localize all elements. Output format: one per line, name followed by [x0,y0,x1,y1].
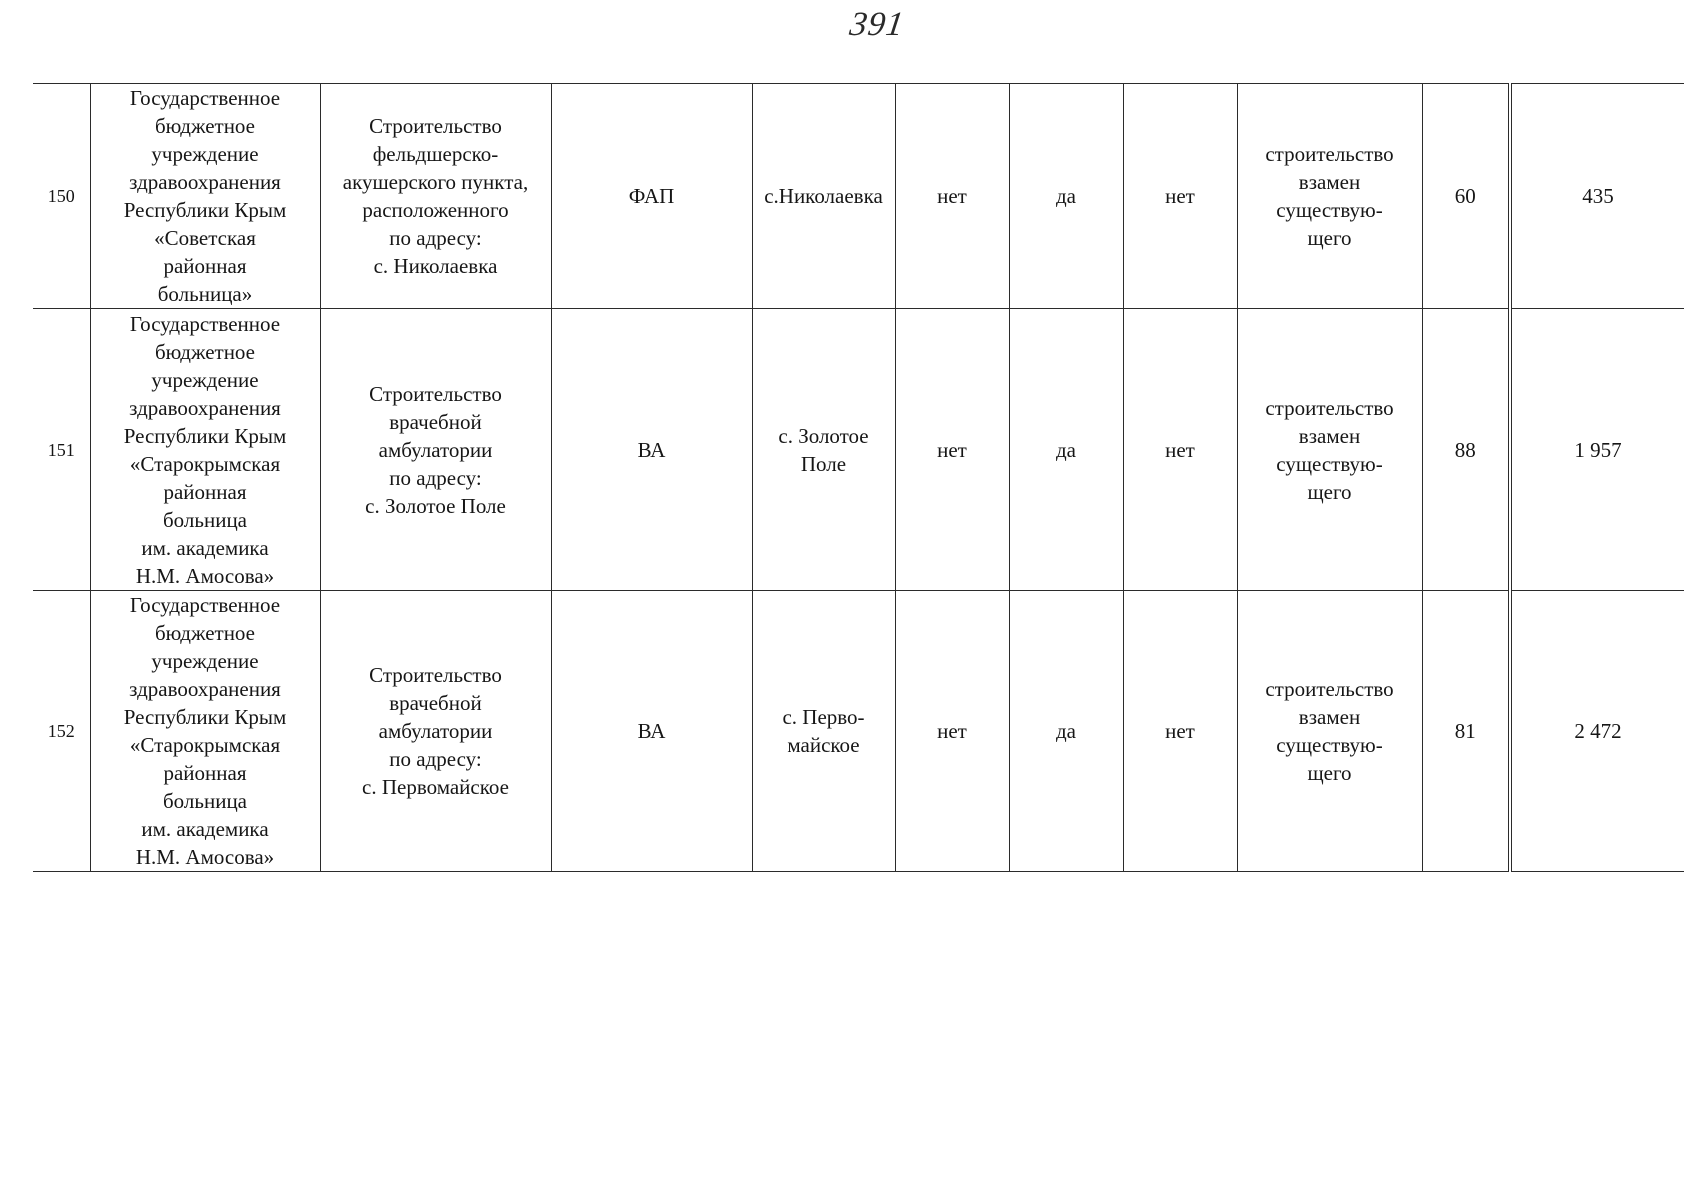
row-number-cell: 152 [33,591,90,872]
capacity-cell: 88 [1422,309,1510,591]
facility-type-cell: ВА [551,309,752,591]
flag-cell-3: нет [1123,84,1237,309]
row-number-cell: 151 [33,309,90,591]
construction-type-cell: строительство взамен существую- щего [1237,591,1422,872]
capacity-cell: 81 [1422,591,1510,872]
construction-type-cell: строительство взамен существую- щего [1237,309,1422,591]
flag-cell-2: да [1009,591,1123,872]
construction-type-cell: строительство взамен существую- щего [1237,84,1422,309]
capacity-cell: 60 [1422,84,1510,309]
flag-cell-1: нет [895,591,1009,872]
locality-cell: с.Николаевка [752,84,895,309]
locality-cell: с. Перво- майское [752,591,895,872]
flag-cell-3: нет [1123,591,1237,872]
project-cell: Строительство врачебной амбулатории по адресу: с. Золотое Поле [320,309,551,591]
facilities-table [33,83,1684,872]
facility-type-cell: ВА [551,591,752,872]
project-cell: Строительство фельдшерско- акушерского пункта, расположенного по адресу: с. Николаевка [320,84,551,309]
flag-cell-1: нет [895,309,1009,591]
facility-type-cell: ФАП [551,84,752,309]
amount-cell: 2 472 [1510,591,1684,872]
flag-cell-2: да [1009,84,1123,309]
flag-cell-3: нет [1123,309,1237,591]
row-number-cell: 150 [33,84,90,309]
project-cell: Строительство врачебной амбулатории по адресу: с. Первомайское [320,591,551,872]
locality-cell: с. Золотое Поле [752,309,895,591]
institution-cell: Государственное бюджетное учреждение здравоохранения Республики Крым «Советская районная больница» [90,84,320,309]
institution-cell: Государственное бюджетное учреждение здравоохранения Республики Крым «Старокрымская районная больница им. академика Н.М. Амосова» [90,309,320,591]
institution-cell: Государственное бюджетное учреждение здравоохранения Республики Крым «Старокрымская районная больница им. академика Н.М. Амосова» [90,591,320,872]
amount-cell: 435 [1510,84,1684,309]
table-row [33,591,1684,872]
table-row [33,309,1684,591]
flag-cell-1: нет [895,84,1009,309]
amount-cell: 1 957 [1510,309,1684,591]
handwritten-page-number: 391 [847,6,907,43]
table-row [33,84,1684,309]
flag-cell-2: да [1009,309,1123,591]
